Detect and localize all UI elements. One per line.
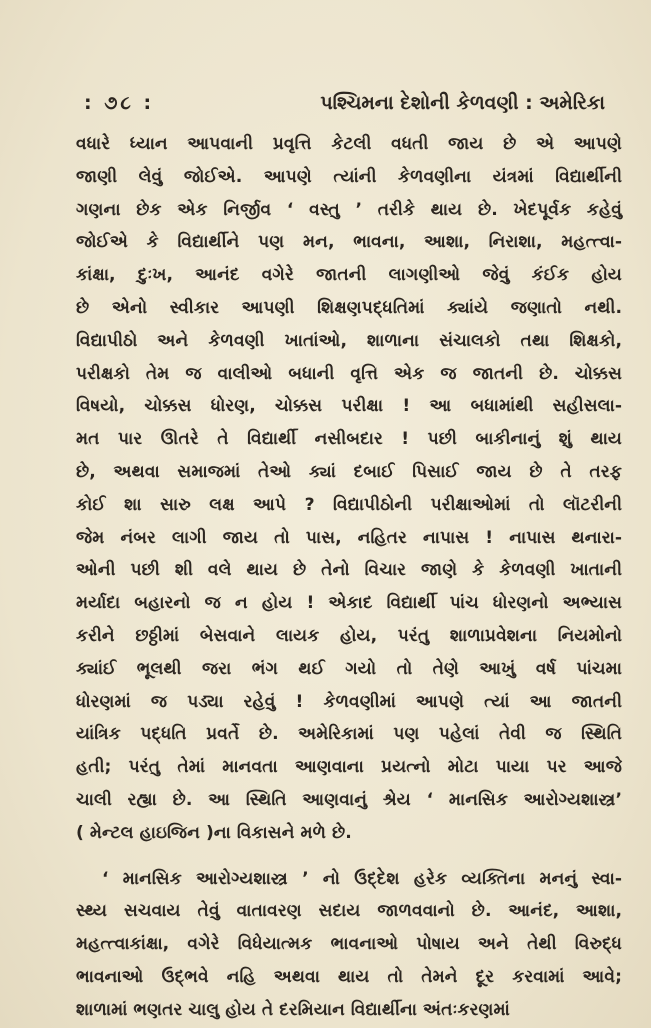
text-line: શાળામાં ભણતર ચાલુ હોય તે દરમિયાન વિદ્યાર્થીના અંતઃકરણમાં xyxy=(76,999,510,1020)
text-line: ચાલી રહ્યા છે. આ સ્થિતિ આણવાનું શ્રેય ‘ માનસિક આરોગ્યશાસ્ત્ર’ xyxy=(76,789,622,810)
text-line: મર્યાદા બહારનો જ ન હોય ! એકાદ વિદ્યાર્થી પાંચ ધોરણનો અભ્યાસ xyxy=(76,593,622,614)
text-line: ભાવનાઓ ઉદ્ભવે નહિ અથવા થાય તો તેમને દૂર કરવામાં આવે; xyxy=(76,966,622,987)
text-line: ધોરણમાં જ પડ્યા રહેવું ! કેળવણીમાં આપણે ત્યાં આ જાતની xyxy=(76,691,622,712)
text-line: છે, અથવા સમાજમાં તેઓ ક્યાં દબાઈ પિસાઈ જાય છે તે તરફ xyxy=(76,461,622,482)
text-line: જેમ નંબર લાગી જાય તો પાસ, નહિતર નાપાસ ! નાપાસ થનારા- xyxy=(76,527,622,548)
page-number: : ૭૮ : xyxy=(84,92,155,114)
text-line: મત પાર ઊતરે તે વિદ્યાર્થી નસીબદાર ! પછી બાકીનાનું શું થાય xyxy=(76,429,622,450)
text-line: ઓની પછી શી વલે થાય છે તેનો વિચાર જાણે કે કેળવણી ખાતાની xyxy=(76,560,622,581)
text-line: કરીને છઠ્ઠીમાં બેસવાને લાયક હોય, પરંતુ શાળાપ્રવેશના નિયમોનો xyxy=(76,625,622,646)
text-line: જોઈએ કે વિદ્યાર્થીને પણ મન, ભાવના, આશા, નિરાશા, મહત્ત્વા- xyxy=(76,232,622,253)
text-line: પરીક્ષકો તેમ જ વાલીઓ બધાની વૃત્તિ એક જ જાતની છે. ચોક્કસ xyxy=(76,363,622,384)
text-line: સ્થ્ય સચવાય તેવું વાતાવરણ સદાય જાળવવાનો છે. આનંદ, આશા, xyxy=(76,901,622,922)
paragraph xyxy=(76,863,622,1027)
page-header xyxy=(84,92,605,124)
text-line: હતી; પરંતુ તેમાં માનવતા આણવાના પ્રયત્નો મોટા પાયા પર આજે xyxy=(76,757,622,778)
text-line: જાણી લેવું જોઈએ. આપણે ત્યાંની કેળવણીના યંત્રમાં વિદ્યાર્થીની xyxy=(76,166,622,187)
text-line: કોઈ શા સારુ લક્ષ આપે ? વિદ્યાપીઠોની પરીક્ષાઓમાં તો લૉટરીની xyxy=(76,494,622,515)
running-title: પશ્ચિમના દેશોની કેળવણી : અમેરિકા xyxy=(320,92,605,114)
text-line: છે એનો સ્વીકાર આપણી શિક્ષણપદ્ધતિમાં ક્યાંયે જણાતો નથી. xyxy=(76,297,622,318)
text-line: ( મેન્ટલ હાઇજિન )ના વિકાસને મળે છે. xyxy=(76,822,352,843)
text-line: ‘ માનસિક આરોગ્યશાસ્ત્ર ’ નો ઉદ્દેશ હરેક વ્યક્તિના મનનું સ્વા- xyxy=(102,868,622,889)
text-line: ક્યાંઈ ભૂલથી જરા ભંગ થઈ ગયો તો તેણે આખું વર્ષ પાંચમા xyxy=(76,658,622,679)
text-line: મહત્ત્વાકાંક્ષા, વગેરે વિધેયાત્મક ભાવનાઓ પોષાય અને તેથી વિરુદ્ધ xyxy=(76,934,622,955)
text-line: વધારે ધ્યાન આપવાની પ્રવૃત્તિ કેટલી વધતી જાય છે એ આપણે xyxy=(76,134,622,154)
text-line: યાંત્રિક પદ્ધતિ પ્રવર્તે છે. અમેરિકામાં પણ પહેલાં તેવી જ સ્થિતિ xyxy=(76,724,622,745)
text-line: વિષયો, ચોક્કસ ધોરણ, ચોક્કસ પરીક્ષા ! આ બધામાંથી સહીસલા- xyxy=(76,396,622,417)
paragraph xyxy=(76,128,622,850)
text-line: વિદ્યાપીઠો અને કેળવણી ખાતાંઓ, શાળાના સંચાલકો તથા શિક્ષકો, xyxy=(76,330,622,351)
text-line: ગણના છેક એક નિર્જીવ ‘ વસ્તુ ’ તરીકે થાય છે. ખેદપૂર્વક કહેવું xyxy=(76,199,622,220)
text-line: કાંક્ષા, દુઃખ, આનંદ વગેરે જાતની લાગણીઓ જેવું કંઈક હોય xyxy=(76,265,622,286)
page-body xyxy=(76,128,622,1027)
